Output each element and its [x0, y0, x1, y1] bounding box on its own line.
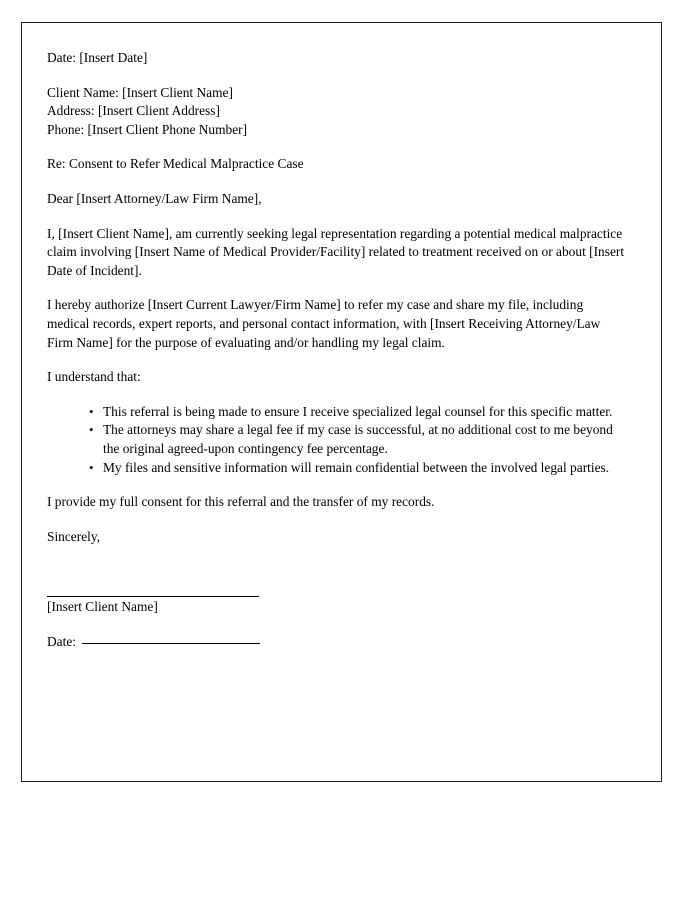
document-body	[47, 49, 627, 651]
client-address-line: Address: [Insert Client Address]	[47, 103, 220, 119]
signature-rule	[47, 596, 259, 597]
subject-line: Re: Consent to Refer Medical Malpractice Case	[47, 156, 304, 172]
signature-date-rule	[82, 643, 260, 644]
client-phone-line: Phone: [Insert Client Phone Number]	[47, 121, 248, 137]
letter-date-line: Date: [Insert Date]	[47, 50, 148, 65]
signature-date-label: Date:	[47, 633, 76, 649]
salutation-line: Dear [Insert Attorney/Law Firm Name],	[47, 190, 262, 206]
consent-statement: I provide my full consent for this referral and the transfer of my records.	[47, 494, 435, 510]
understand-list	[47, 403, 627, 477]
body-paragraph-1: I, [Insert Client Name], am currently seeking legal representation regarding a potential medical malpractice claim involving [Insert Name of Medical Provider/Facility] related to treatment received on or about [Insert Date of Incident].	[47, 225, 625, 278]
client-name-line: Client Name: [Insert Client Name]	[47, 84, 233, 100]
signature-space	[47, 562, 627, 596]
list-item: • My files and sensitive information will remain confidential between the involved legal parties.	[89, 459, 627, 478]
sign-off: Sincerely,	[47, 528, 101, 544]
list-item: • The attorneys may share a legal fee if my case is successful, at no additional cost to me beyond the original agreed-upon contingency fee percentage.	[89, 421, 627, 458]
salutation-block	[47, 190, 627, 209]
recipient-contact-block	[47, 84, 627, 140]
body-paragraph-2: I hereby authorize [Insert Current Lawyer/Firm Name] to refer my case and share my file, including medical records, expert reports, and personal contact information, with [Insert Receiving Attorney/Law Firm Name] for the purpose of evaluating and/or handling my legal claim.	[47, 297, 601, 350]
subject-block	[47, 155, 627, 174]
signature-date-row	[47, 633, 627, 652]
signature-name: [Insert Client Name]	[47, 599, 158, 615]
letter-date-block	[47, 49, 627, 68]
understand-intro: I understand that:	[47, 369, 141, 385]
list-item: • This referral is being made to ensure I receive specialized legal counsel for this specific matter.	[89, 403, 627, 422]
document-page-frame	[21, 22, 662, 782]
